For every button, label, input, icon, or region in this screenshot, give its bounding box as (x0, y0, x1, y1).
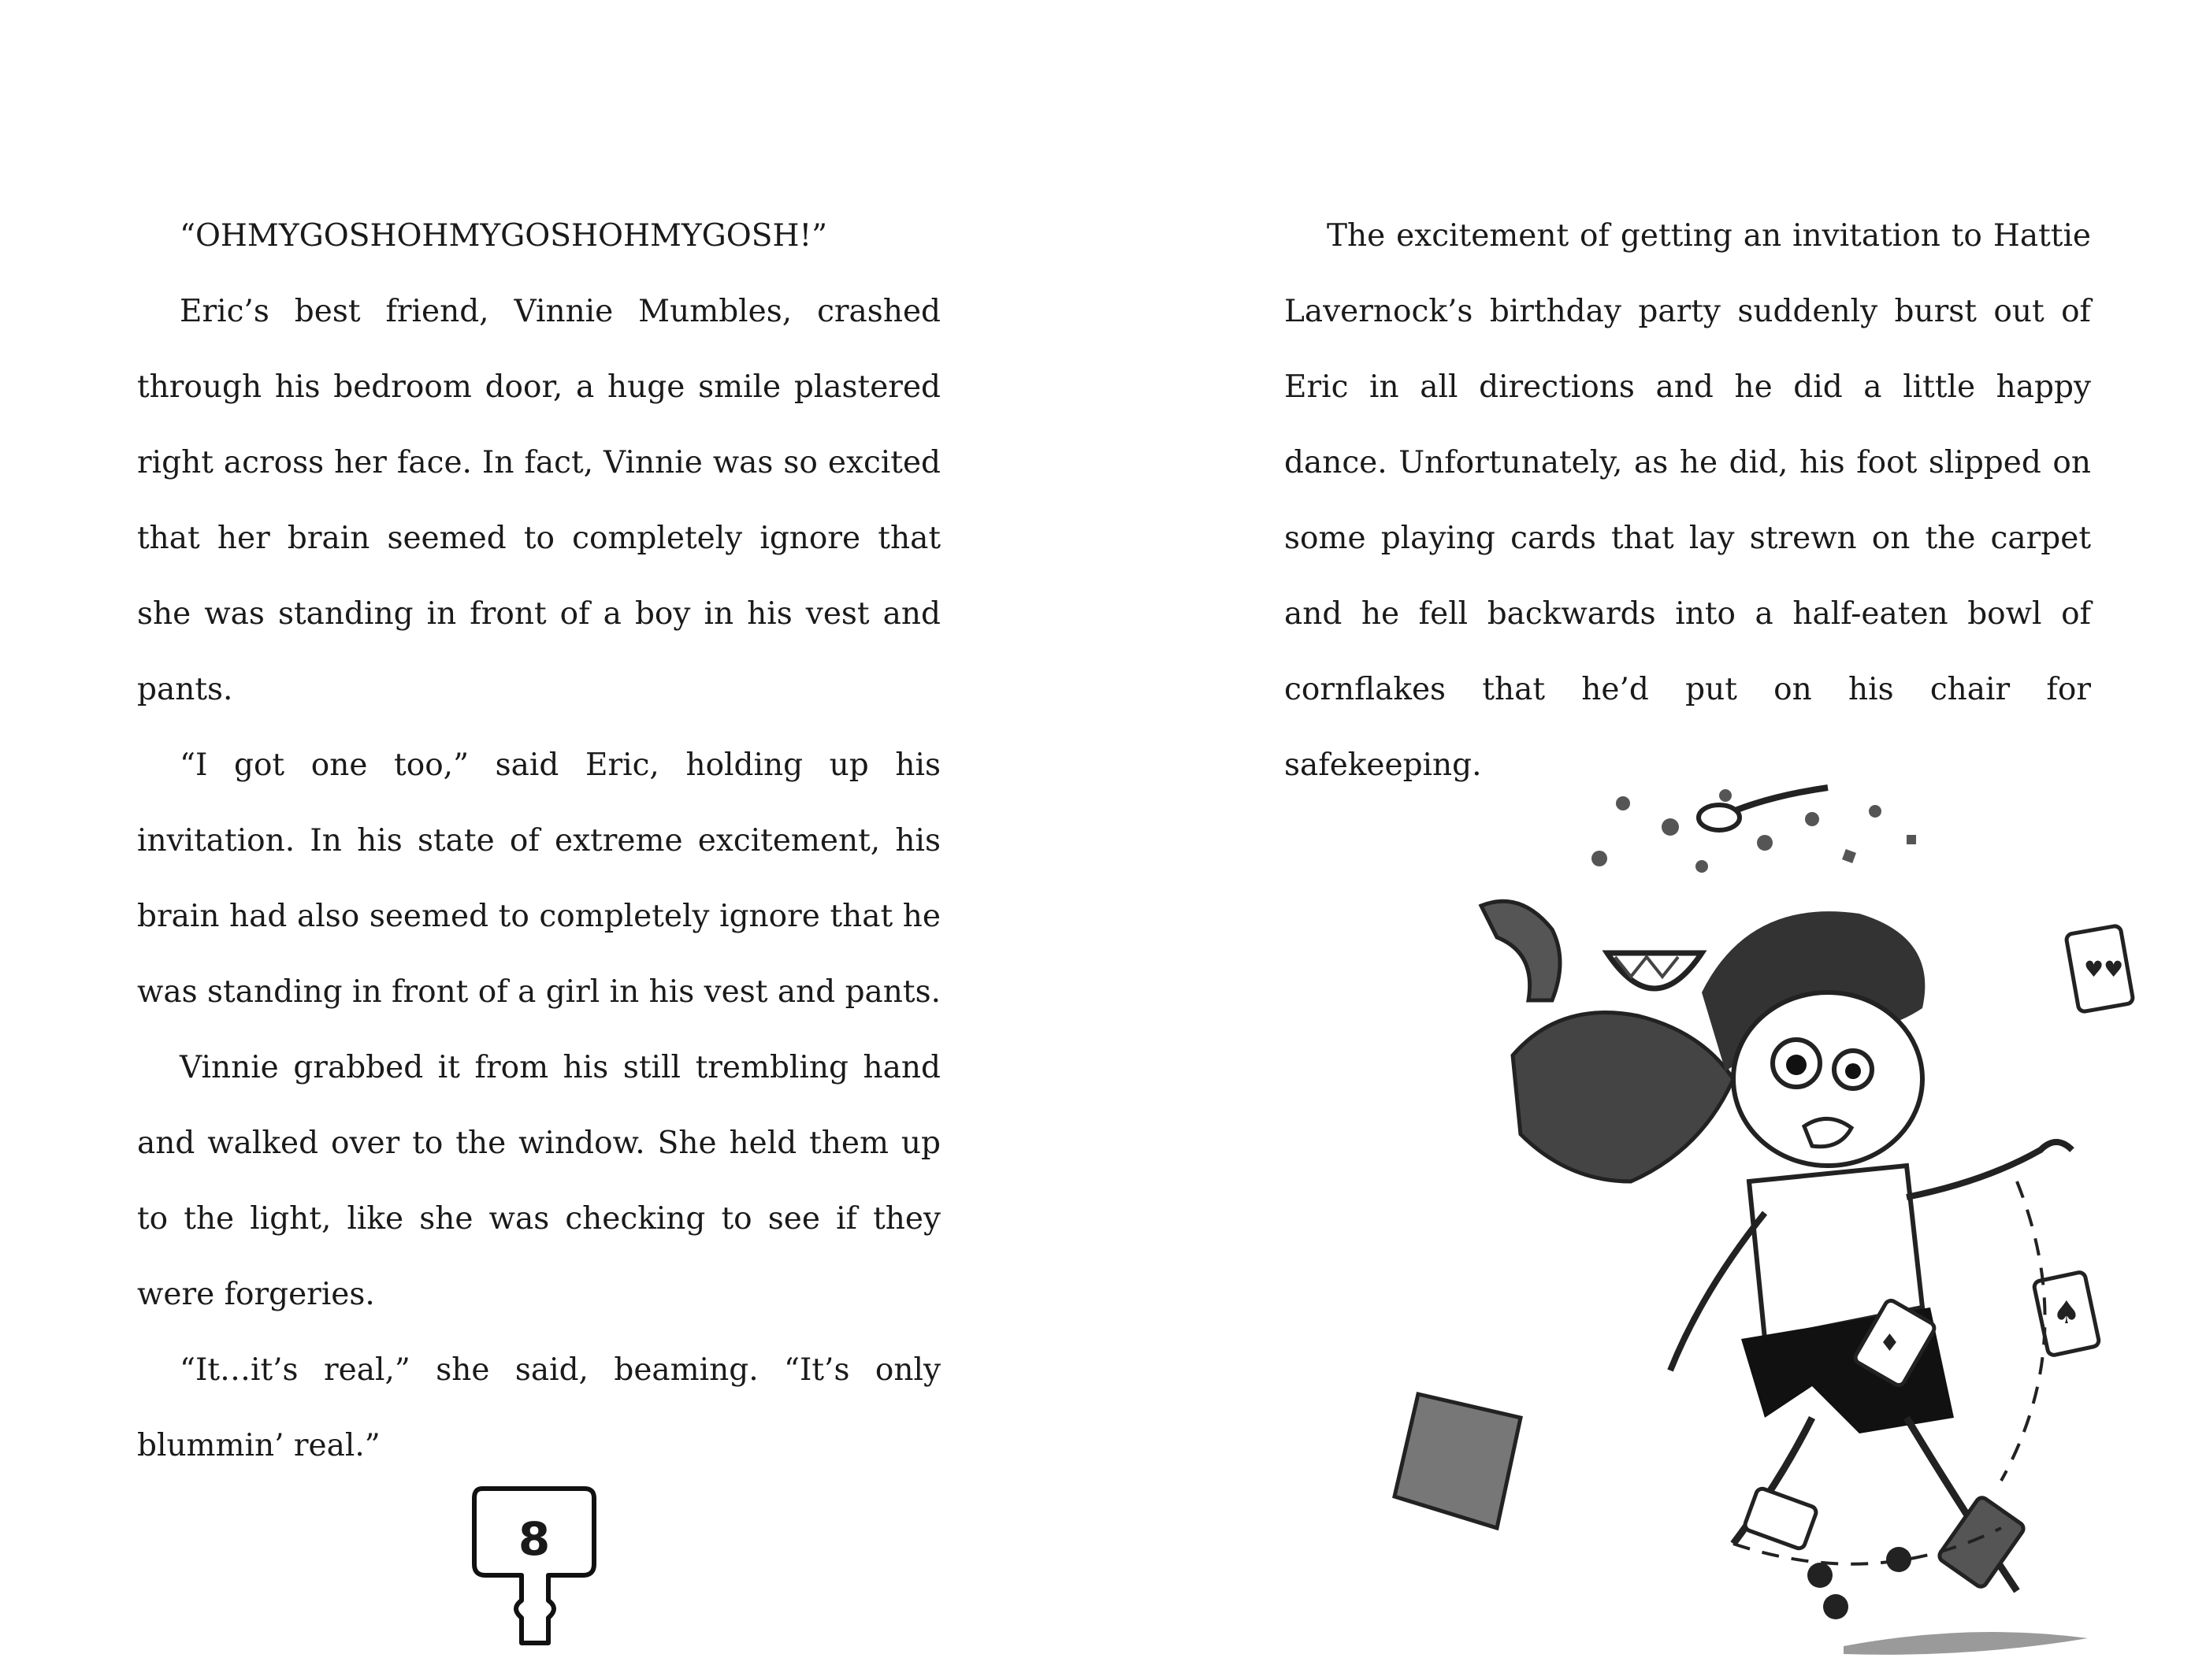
svg-text:♠: ♠ (2052, 1295, 2081, 1331)
boy-slipping-on-cards-icon (1261, 740, 2135, 1670)
page-number-badge (466, 1482, 602, 1648)
page-number: 8 (518, 1512, 551, 1566)
eric-falling-illustration (1261, 740, 2135, 1670)
paragraph: Vinnie grabbed it from his still trembling hand and walked over to the window. She held them up to the light, like she was checking to see if they were forgeries. (137, 1050, 941, 1312)
paragraph: “It…it’s real,” she said, beaming. “It’s only blummin’ real.” (137, 1352, 941, 1463)
right-page (1103, 0, 2206, 1680)
paragraph: Eric’s best friend, Vinnie Mumbles, crashed through his bedroom door, a huge smile plastered right across her face. In fact, Vinnie was so excited that her brain seemed to completely ignore that she was standing in front of a boy in his vest and pants. (137, 294, 941, 707)
svg-text:♥♥: ♥♥ (2084, 956, 2124, 982)
paragraph: The excitement of getting an invitation to Hattie Lavernock’s birthday party suddenly burst out of Eric in all directions and he did a little happy dance. Unfortunately, as he did, his foot slipped on some playing cards that lay strewn on the carpet and he fell backwards into a half-eaten bowl of cornflakes that he’d put on his chair for safekeeping. (1284, 218, 2091, 783)
right-page-text (1284, 198, 2091, 803)
svg-text:♦: ♦ (1879, 1330, 1900, 1357)
left-page-text (137, 198, 941, 1484)
paragraph: “OHMYGOSHOHMYGOSHOHMYGOSH!” (180, 218, 828, 254)
paragraph: “I got one too,” said Eric, holding up his invitation. In his state of extreme excitement, his brain had also seemed to completely ignore that he was standing in front of a girl in his vest and pants. (137, 747, 941, 1010)
